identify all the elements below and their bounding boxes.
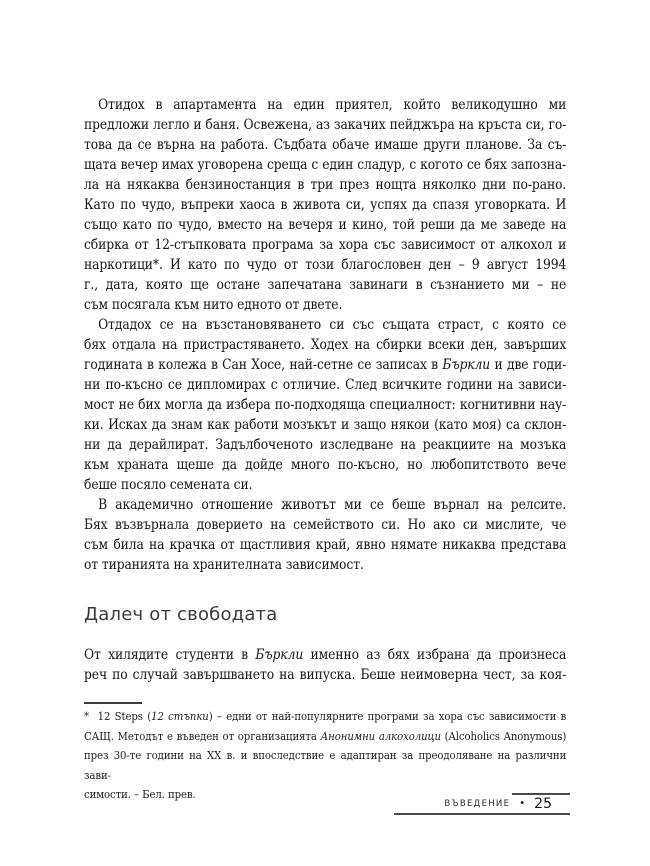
text-line: годината в колежа в Сан Хосе, най-сетне се записах в Бъркли и две годи- — [84, 357, 567, 373]
text-line: сбирка от 12-стъпковата програма за хора със зависимост от алкохол и — [84, 237, 567, 253]
text-line: ки. Исках да знам как работи мозъкът и защо някои (като моя) са склон- — [84, 417, 567, 433]
text-line: предложи легло и баня. Освежена, аз закачих пейджъра на кръста си, го- — [84, 117, 567, 133]
footer-bullet: • — [519, 797, 526, 809]
text-line: ла на някаква бензиностанция в три през нощта няколко дни по-рано. — [84, 177, 567, 193]
text-line: реч по случай завършването на випуска. Беше неимоверна чест, за коя- — [84, 667, 567, 683]
section-label: ВЪВЕДЕНИЕ — [444, 798, 511, 809]
footnote — [84, 707, 566, 805]
text-line: това да се върна на работа. Съдбата обаче имаше други планове. За съ- — [84, 137, 567, 153]
text-line: през 30-те години на XX в. и впоследствие е адаптиран за преодоляване на различни зави- — [84, 748, 567, 782]
text-line: САЩ. Методът е въведен от организацията Анонимни алкохолици (Alcoholics Anonymous) — [84, 728, 567, 743]
text-line: Като по чудо, въпреки хаоса в живота си, успях да спазя уговорката. И — [84, 197, 567, 213]
text-line: съм била на крачка от щастливия край, явно нямате никаква представа — [84, 537, 567, 553]
text-line: Отдадох се на възстановяването си със същата страст, с която се — [98, 317, 567, 333]
footnote-text — [84, 707, 566, 805]
footer-rule-bottom — [394, 813, 570, 815]
text-line: В академично отношение животът ми се беше върнал на релсите. — [98, 497, 567, 513]
text-line: ни да дерайлират. Задълбоченото изследване на реакциите на мозъка — [84, 437, 567, 453]
paragraph-3 — [84, 495, 566, 575]
body-text — [84, 95, 566, 575]
footnote-separator-rule — [84, 702, 142, 704]
text-line: симости. – Бел. прев. — [84, 787, 196, 801]
text-line: Отидох в апартамента на един приятел, който великодушно ми — [98, 97, 567, 113]
text-line: бях отдала на пристрастяването. Ходех на сбирки всеки ден, завърших — [84, 337, 567, 353]
text-line: ни по-късно се дипломирах с отличие. След всичките години на зависи- — [84, 377, 567, 393]
page-footer — [360, 795, 552, 812]
paragraph-1 — [84, 95, 566, 315]
text-line: г., дата, която ще остане запечатана завинаги в съзнанието ми – не — [84, 277, 567, 293]
text-line: Бях възвърнала доверието на семейството си. Но ако си мислите, че — [84, 517, 567, 533]
text-line: От хилядите студенти в Бъркли именно аз бях избрана да произнеса — [84, 647, 567, 663]
text-line: към храната щеше да дойде много по-късно, но любопитството вече — [84, 457, 567, 473]
text-line: наркотици*. И като по чудо от този благословен ден – 9 август 1994 — [84, 257, 567, 273]
text-line: съм посягала към нито едното от двете. — [84, 297, 343, 313]
text-line: мост не бих могла да избера по-подходяща специалност: когнитивни нау- — [84, 397, 567, 413]
text-line: * 12 Steps (12 стъпки) – едни от най-популярните програми за хора със зависимости в — [84, 709, 567, 723]
post-heading-text — [84, 645, 566, 685]
paragraph-4 — [84, 645, 566, 685]
text-line: беше посяло семената си. — [84, 477, 253, 493]
text-line: щата вечер имах уговорена среща с един сладур, с когото се бях запозна- — [84, 157, 567, 173]
paragraph-2 — [84, 315, 566, 495]
text-line: също като по чудо, вместо на вечеря и кино, той реши да ме заведе на — [84, 217, 567, 233]
page-number: 25 — [534, 795, 552, 812]
section-heading: Далеч от свободата — [84, 604, 278, 625]
text-line: от тиранията на хранителната зависимост. — [84, 557, 364, 573]
